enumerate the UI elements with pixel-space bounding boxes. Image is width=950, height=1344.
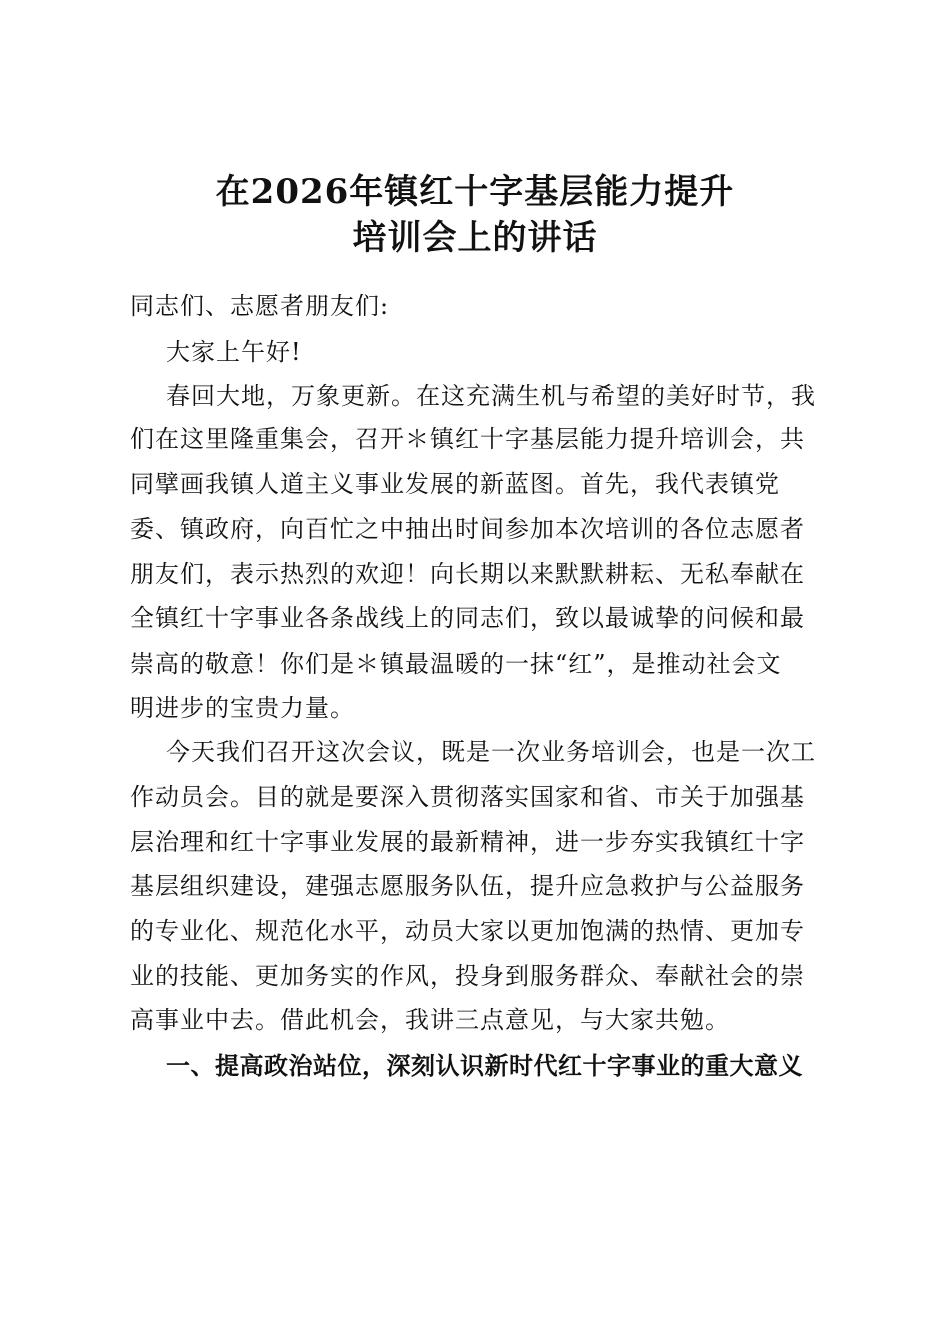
document-title-line-1: 在2026年镇红十字基层能力提升 (215, 172, 735, 212)
salutation: 同志们、志愿者朋友们: (130, 292, 390, 320)
paragraph-2-line: 的专业化、规范化水平，动员大家以更加饱满的热情、更加专 (130, 917, 805, 945)
paragraph-2-line: 今天我们召开这次会议，既是一次业务培训会，也是一次工 (166, 738, 816, 766)
paragraph-1-line: 委、镇政府，向百忙之中抽出时间参加本次培训的各位志愿者 (130, 515, 805, 543)
paragraph-1-line: 们在这里隆重集会，召开＊镇红十字基层能力提升培训会，共 (130, 425, 805, 453)
greeting: 大家上午好! (166, 338, 302, 366)
paragraph-2-line: 业的技能、更加务实的作风，投身到服务群众、奉献社会的崇 (130, 962, 805, 990)
paragraph-1-line: 春回大地，万象更新。在这充满生机与希望的美好时节，我 (166, 382, 816, 410)
paragraph-2-line: 高事业中去。借此机会，我讲三点意见，与大家共勉。 (130, 1006, 730, 1034)
paragraph-1-line: 同擘画我镇人道主义事业发展的新蓝图。首先，我代表镇党 (130, 470, 780, 498)
paragraph-1-line: 明进步的宝贵力量。 (130, 694, 355, 722)
paragraph-1-line: 崇高的敬意！你们是＊镇最温暖的一抹“红”，是推动社会文 (130, 650, 782, 678)
paragraph-2-line: 作动员会。目的就是要深入贯彻落实国家和省、市关于加强基 (130, 783, 805, 811)
paragraph-2-line: 基层组织建设，建强志愿服务队伍，提升应急救护与公益服务 (130, 872, 805, 900)
paragraph-1-line: 全镇红十字事业各条战线上的同志们，致以最诚挚的问候和最 (130, 604, 805, 632)
paragraph-1-line: 朋友们，表示热烈的欢迎！向长期以来默默耕耘、无私奉献在 (130, 560, 805, 588)
document-title-line-2: 培训会上的讲话 (352, 218, 598, 258)
paragraph-2-line: 层治理和红十字事业发展的最新精神，进一步夯实我镇红十字 (130, 828, 805, 856)
section-1-heading: 一、提高政治站位，深刻认识新时代红十字事业的重大意义 (166, 1051, 803, 1080)
